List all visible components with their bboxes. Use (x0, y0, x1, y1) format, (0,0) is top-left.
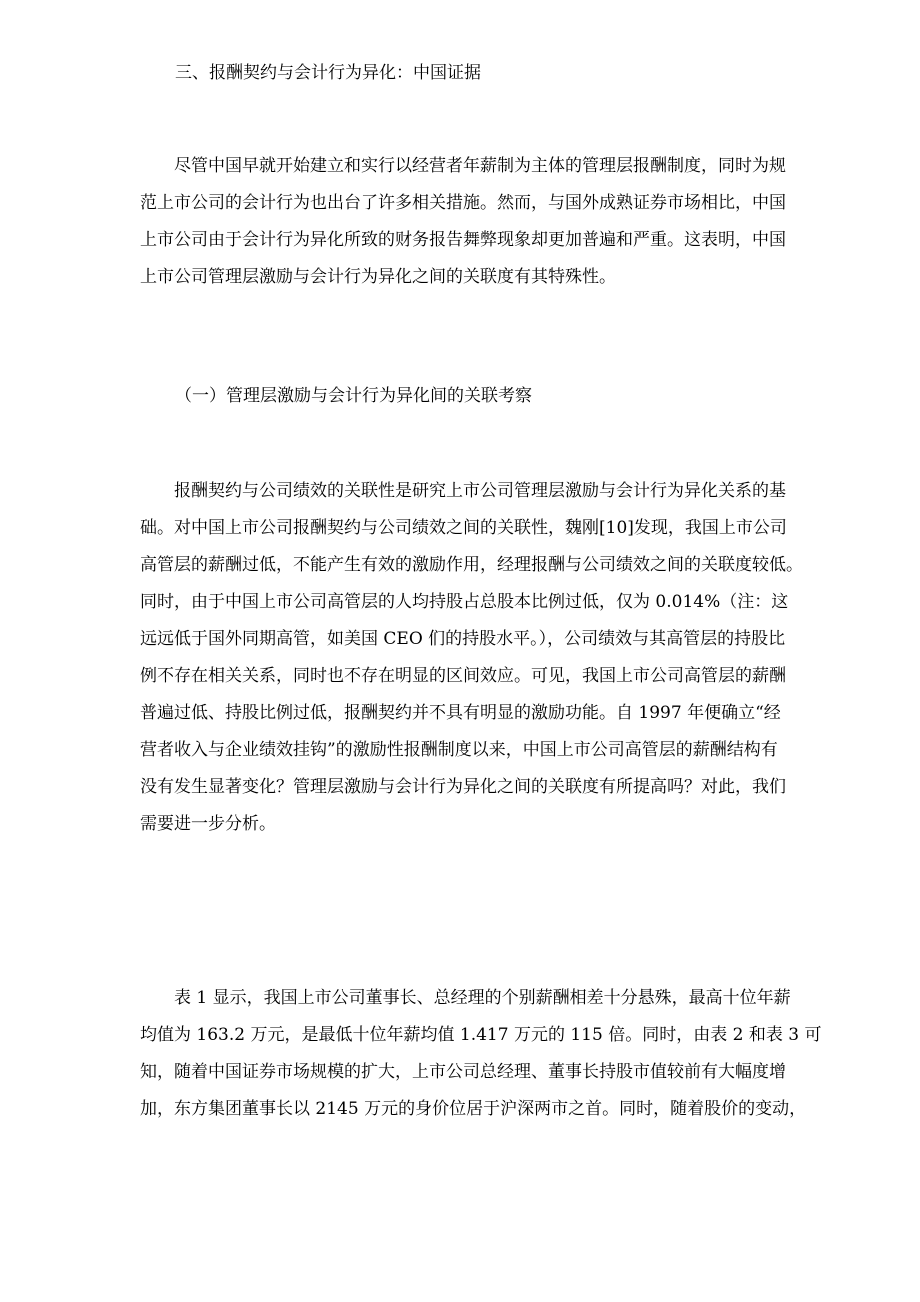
paragraph-line: 表 1 显示，我国上市公司董事长、总经理的个别薪酬相差十分悬殊，最高十位年薪 (174, 988, 791, 1008)
subsection-heading: （一）管理层激励与会计行为异化间的关联考察 (175, 386, 532, 406)
paragraph-2 (140, 473, 860, 843)
paragraph-line: 尽管中国早就开始建立和实行以经营者年薪制为主体的管理层报酬制度，同时为规 (174, 156, 786, 176)
paragraph-line: 上市公司由于会计行为异化所致的财务报告舞弊现象却更加普遍和严重。这表明，中国 (140, 230, 786, 250)
section-heading: 三、报酬契约与会计行为异化：中国证据 (175, 63, 481, 83)
paragraph-line: 远远低于国外同期高管，如美国 CEO 们的持股水平。），公司绩效与其高管层的持股比 (140, 629, 786, 649)
paragraph-line: 没有发生显著变化？管理层激励与会计行为异化之间的关联度有所提高吗？对此，我们 (140, 777, 786, 797)
paragraph-line: 营者收入与企业绩效挂钩”的激励性报酬制度以来，中国上市公司高管层的薪酬结构有 (140, 740, 778, 760)
paragraph-line: 高管层的薪酬过低，不能产生有效的激励作用，经理报酬与公司绩效之间的关联度较低。 (140, 555, 803, 575)
paragraph-line: 知，随着中国证券市场规模的扩大，上市公司总经理、董事长持股市值较前有大幅度增 (140, 1062, 786, 1082)
paragraph-line: 础。对中国上市公司报酬契约与公司绩效之间的关联性，魏刚[10]发现，我国上市公司 (140, 518, 787, 538)
paragraph-1 (140, 148, 860, 296)
paragraph-3 (140, 980, 860, 1128)
paragraph-line: 报酬契约与公司绩效的关联性是研究上市公司管理层激励与会计行为异化关系的基 (174, 481, 786, 501)
paragraph-line: 加，东方集团董事长以 2145 万元的身价位居于沪深两市之首。同时，随着股价的变动， (140, 1099, 807, 1119)
paragraph-line: 需要进一步分析。 (140, 814, 276, 834)
paragraph-line: 普遍过低、持股比例过低，报酬契约并不具有明显的激励功能。自 1997 年便确立“经 (140, 703, 781, 723)
paragraph-line: 例不存在相关关系，同时也不存在明显的区间效应。可见，我国上市公司高管层的薪酬 (140, 666, 786, 686)
paragraph-line: 均值为 163.2 万元，是最低十位年薪均值 1.417 万元的 115 倍。同时，由表 2 和表 3 可 (140, 1025, 822, 1045)
paragraph-line: 上市公司管理层激励与会计行为异化之间的关联度有其特殊性。 (140, 267, 616, 287)
paragraph-line: 同时，由于中国上市公司高管层的人均持股占总股本比例过低，仅为 0.014%（注：这 (140, 592, 789, 612)
paragraph-line: 范上市公司的会计行为也出台了许多相关措施。然而，与国外成熟证券市场相比，中国 (140, 193, 786, 213)
